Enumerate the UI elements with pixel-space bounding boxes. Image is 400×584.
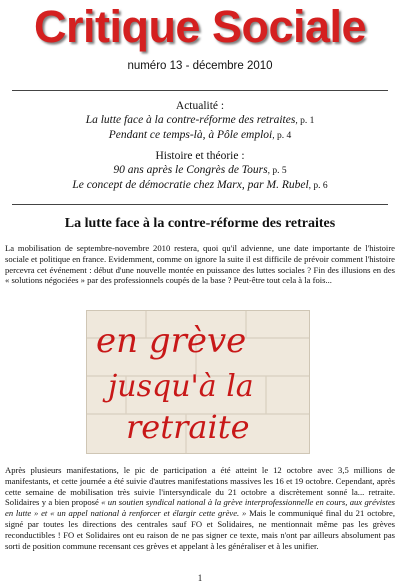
toc-section-histoire: Histoire et théorie : (155, 150, 245, 162)
toc-item-page: , p. 5 (267, 166, 287, 176)
graffiti-photo (86, 310, 310, 454)
toc-item-title: La lutte face à la contre-réforme des retraites (85, 114, 296, 126)
body-text-a: Après plusieurs manifestations, le pic de participation a été atteint le 12 octobre avec 3,5 millions de manifestants, et cette journée a été suivie d'autres manifestations massives les 16 et 19 octobre. Cependant, après cette semaine de mobilisation très suivie l'intersyndicale du 21 octobre a discrètement sonné la... retraite. Solidaires y a bien proposé (5, 465, 395, 508)
article-title: La lutte face à la contre-réforme des retraites (64, 216, 336, 231)
graffiti-line-1: en grève (96, 321, 247, 361)
table-of-contents (0, 99, 400, 193)
toc-section-actualite: Actualité : (175, 100, 225, 112)
toc-item[interactable] (0, 163, 400, 178)
article-intro-paragraph: La mobilisation de septembre-novembre 2010 restera, quoi qu'il advienne, une date importante de l'histoire sociale et politique en france. Evidemment, comme on ignore la suite il est difficile de prévoir comment l'histoire percevra cet événement : début d'une nouvelle montée en puissance des luttes sociales ? Fin des illusions en des « solutions négociées » par des professionnels coupés de la base ? Peut-être tout cela à la fois... (5, 243, 395, 286)
toc-item[interactable] (0, 113, 400, 128)
graffiti-line-3: retraite (126, 408, 250, 446)
article-body-paragraph (5, 465, 395, 551)
divider-top (12, 90, 388, 91)
graffiti-line-2: jusqu'à la (108, 369, 254, 404)
toc-item-page: , p. 4 (272, 131, 292, 141)
toc-item-title: Pendant ce temps-là, à Pôle emploi (108, 129, 273, 141)
issue-line: numéro 13 - décembre 2010 (127, 60, 273, 72)
toc-item-title: 90 ans après le Congrès de Tours (113, 164, 268, 176)
body-quote: « un soutien syndical national à la grève interprofessionnelle en cours, aux grévistes en lutte » et « un appel national à renforcer et élargir cette grève. » (5, 497, 395, 519)
masthead-title: Critique Sociale (33, 1, 367, 52)
toc-item-page: , p. 1 (295, 116, 315, 126)
toc-item-title: Le concept de démocratie chez Marx, par M. Rubel (72, 179, 309, 191)
page-number: 1 (197, 573, 203, 583)
divider-middle (12, 204, 388, 205)
body-text-b: Mais le communiqué final du 21 octobre, signé par toutes les directions des centrales sauf FO et Solidaires, ne mentionnait même pas les grèves reconductibles ! FO et Solidaires ont eu raison de ne pas signer ce texte, mais n'ont par ailleurs absolument pas sorti de position commune recensant ces grèves et appelant à les généraliser et à les unifier. (5, 508, 395, 551)
toc-item-page: , p. 6 (308, 181, 328, 191)
toc-item[interactable] (0, 178, 400, 193)
toc-item[interactable] (0, 128, 400, 143)
